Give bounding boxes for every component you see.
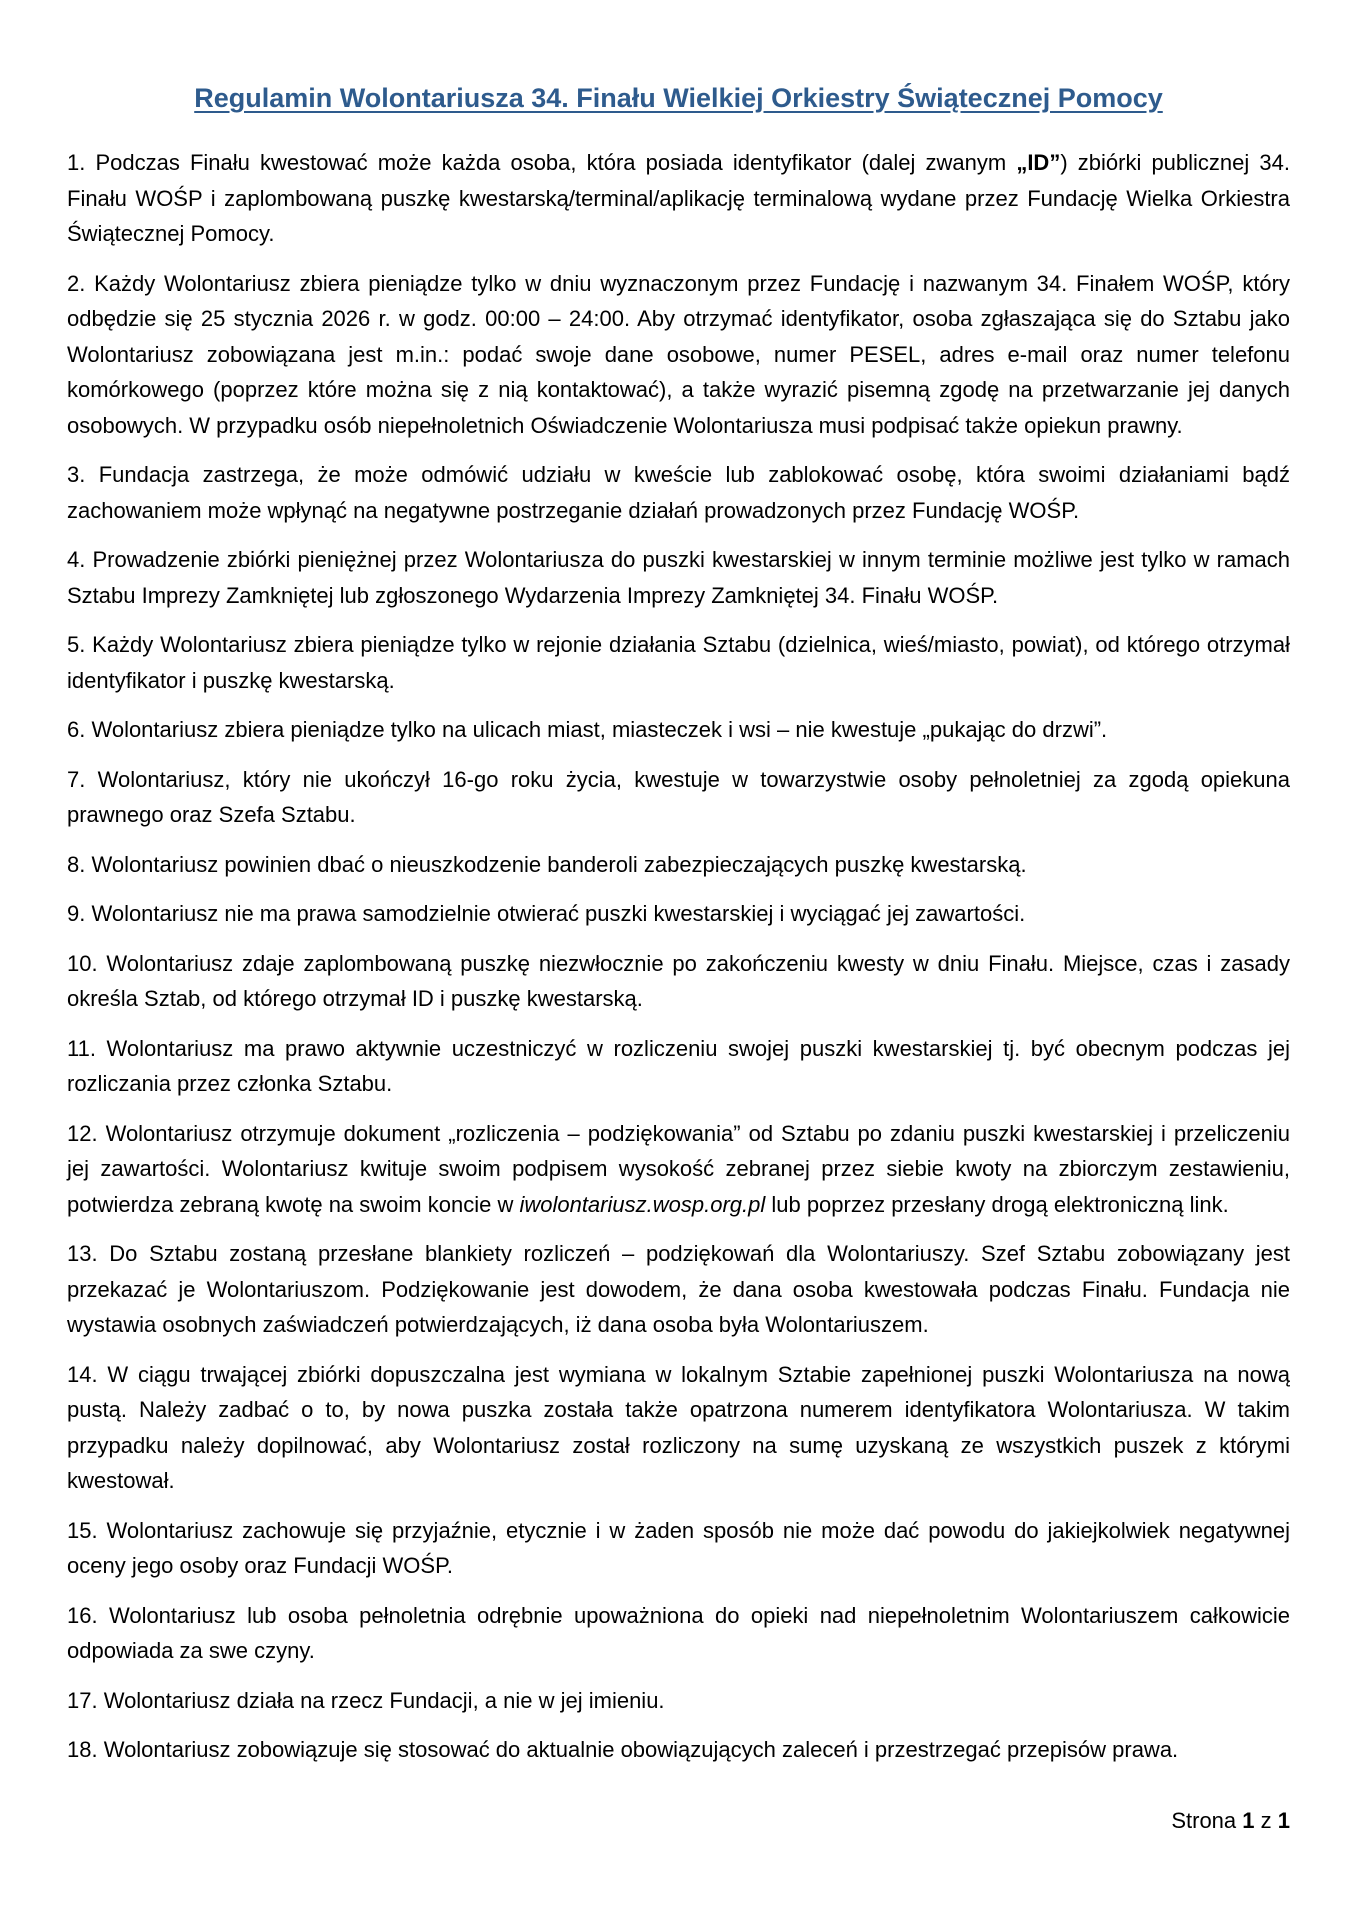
text-run: Strona bbox=[1171, 1808, 1243, 1833]
text-run: 13. Do Sztabu zostaną przesłane blankiety rozliczeń – podziękowań dla Wolontariuszy. Szef Sztabu zobowiązany jest przekazać je Wolontariuszom. Podziękowanie jest dowodem, że dana osoba kwestowała podczas Finału. Fundacja nie wystawia osobnych zaświadczeń potwierdzających, iż dana osoba była Wolontariuszem. bbox=[67, 1241, 1290, 1337]
paragraph-16 bbox=[67, 1598, 1290, 1669]
paragraph-8 bbox=[67, 847, 1290, 883]
paragraph-4 bbox=[67, 542, 1290, 613]
text-run: 17. Wolontariusz działa na rzecz Fundacji, a nie w jej imieniu. bbox=[67, 1687, 665, 1713]
paragraph-11 bbox=[67, 1031, 1290, 1102]
paragraph-5 bbox=[67, 627, 1290, 698]
text-run: z bbox=[1254, 1808, 1278, 1833]
paragraph-15 bbox=[67, 1513, 1290, 1584]
text-run: 7. Wolontariusz, który nie ukończył 16-go roku życia, kwestuje w towarzystwie osoby pełnoletniej za zgodą opiekuna prawnego oraz Szefa Sztabu. bbox=[67, 766, 1290, 827]
text-run: iwolontariusz.wosp.org.pl bbox=[519, 1191, 766, 1217]
text-run: 4. Prowadzenie zbiórki pieniężnej przez Wolontariusza do puszki kwestarskiej w innym terminie możliwe jest tylko w ramach Sztabu Imprezy Zamkniętej lub zgłoszonego Wydarzenia Imprezy Zamkniętej 34. Finału WOŚP. bbox=[67, 547, 1290, 608]
paragraph-3 bbox=[67, 457, 1290, 528]
paragraph-7 bbox=[67, 762, 1290, 833]
text-run: 8. Wolontariusz powinien dbać o nieuszkodzenie banderoli zabezpieczających puszkę kwestarską. bbox=[67, 851, 1027, 877]
text-run: 3. Fundacja zastrzega, że może odmówić udziału w kweście lub zablokować osobę, która swoimi działaniami bądź zachowaniem może wpłynąć na negatywne postrzeganie działań prowadzonych przez Fundację WOŚP. bbox=[67, 462, 1290, 523]
text-run: 9. Wolontariusz nie ma prawa samodzielnie otwierać puszki kwestarskiej i wyciągać jej zawartości. bbox=[67, 901, 1026, 926]
document-content bbox=[67, 82, 1290, 1768]
text-run: 18. Wolontariusz zobowiązuje się stosować do aktualnie obowiązujących zaleceń i przestrzegać przepisów prawa. bbox=[67, 1737, 1179, 1762]
text-run: 12. Wolontariusz otrzymuje dokument „rozliczenia – podziękowania” od Sztabu po zdaniu puszki kwestarskiej i przeliczeniu jej zawartości. Wolontariusz kwituje swoim podpisem wysokość zebranej przez siebie kwoty na zbiorczym zestawieniu, potwierdza zebraną kwotę na swoim koncie w bbox=[67, 1120, 1290, 1217]
text-run: lub poprzez przesłany drogą elektroniczną link. bbox=[765, 1191, 1229, 1217]
paragraph-6 bbox=[67, 712, 1290, 748]
text-run: 1. Podczas Finału kwestować może każda osoba, która posiada identyfikator (dalej zwanym bbox=[67, 150, 1017, 175]
text-run: 5. Każdy Wolontariusz zbiera pieniądze tylko w rejonie działania Sztabu (dzielnica, wieś/miasto, powiat), od którego otrzymał identyfikator i puszkę kwestarską. bbox=[67, 632, 1290, 693]
document-title: Regulamin Wolontariusza 34. Finału Wielkiej Orkiestry Świątecznej Pomocy bbox=[194, 83, 1163, 113]
text-run: 16. Wolontariusz lub osoba pełnoletnia odrębnie upoważniona do opieki nad niepełnoletnim Wolontariuszem całkowicie odpowiada za swe czyny. bbox=[67, 1602, 1290, 1663]
text-run: 6. Wolontariusz zbiera pieniądze tylko na ulicach miast, miasteczek i wsi – nie kwestuje „pukając do drzwi”. bbox=[67, 717, 1108, 742]
text-run: 15. Wolontariusz zachowuje się przyjaźnie, etycznie i w żaden sposób nie może dać powodu do jakiejkolwiek negatywnej oceny jego osoby oraz Fundacji WOŚP. bbox=[67, 1517, 1290, 1578]
paragraph-13 bbox=[67, 1236, 1290, 1343]
text-run: 1 bbox=[1277, 1808, 1290, 1833]
text-run: 2. Każdy Wolontariusz zbiera pieniądze tylko w dniu wyznaczonym przez Fundację i nazwanym 34. Finałem WOŚP, który odbędzie się 25 stycznia 2026 r. w godz. 00:00 – 24:00. Aby otrzymać identyfikator, osoba zgłaszająca się do Sztabu jako Wolontariusz zobowiązana jest m.in.: podać swoje dane osobowe, numer PESEL, adres e-mail oraz numer telefonu komórkowego (poprzez które można się z nią kontaktować), a także wyrazić pisemną zgodę na przetwarzanie jej danych osobowych. W przypadku osób niepełnoletnich Oświadczenie Wolontariusza musi podpisać także opiekun prawny. bbox=[67, 270, 1290, 438]
paragraph-1 bbox=[67, 145, 1290, 252]
paragraph-10 bbox=[67, 946, 1290, 1017]
paragraph-14 bbox=[67, 1357, 1290, 1499]
paragraph-17 bbox=[67, 1683, 1290, 1719]
document-body bbox=[67, 145, 1290, 1768]
text-run: 14. W ciągu trwającej zbiórki dopuszczalna jest wymiana w lokalnym Sztabie zapełnionej puszki Wolontariusza na nową pustą. Należy zadbać o to, by nowa puszka została także opatrzona numerem identyfikatora Wolontariusza. W takim przypadku należy dopilnować, aby Wolontariusz został rozliczony na sumę uzyskaną ze wszystkich puszek z którymi kwestował. bbox=[67, 1361, 1290, 1493]
text-run: ) zbiórki publicznej 34. Finału WOŚP i zaplombowaną puszkę kwestarską/terminal/aplikację terminalową wydane przez Fundację Wielka Orkiestra Świątecznej Pomocy. bbox=[67, 150, 1290, 246]
paragraph-9 bbox=[67, 896, 1290, 932]
text-run: 10. Wolontariusz zdaje zaplombowaną puszkę niezwłocznie po zakończeniu kwesty w dniu Finału. Miejsce, czas i zasady określa Sztab, od którego otrzymał ID i puszkę kwestarską. bbox=[67, 950, 1290, 1011]
paragraph-2 bbox=[67, 266, 1290, 444]
text-run: 1 bbox=[1242, 1808, 1255, 1833]
page-footer bbox=[1171, 1806, 1290, 1836]
text-run: „ID” bbox=[1016, 150, 1061, 175]
paragraph-18 bbox=[67, 1732, 1290, 1768]
text-run: 11. Wolontariusz ma prawo aktywnie uczestniczyć w rozliczeniu swojej puszki kwestarskiej tj. być obecnym podczas jej rozliczania przez członka Sztabu. bbox=[67, 1035, 1290, 1096]
paragraph-12 bbox=[67, 1116, 1290, 1223]
